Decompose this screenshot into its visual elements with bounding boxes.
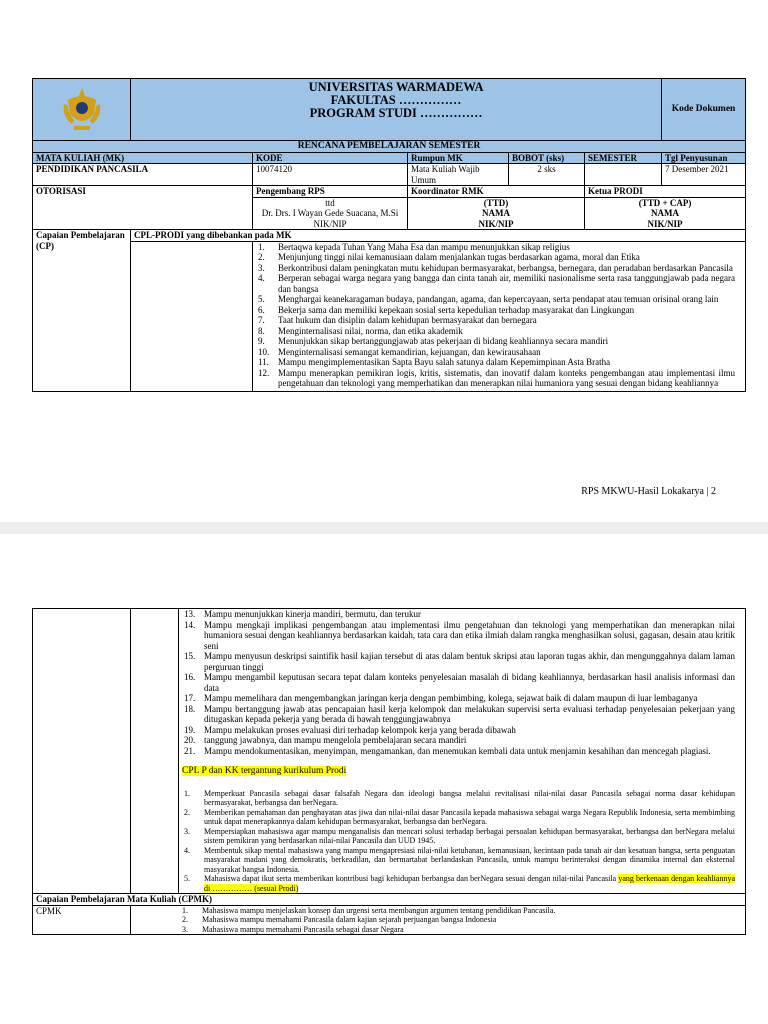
list-item: 15. Mampu menyusun deskripsi saintifik hasil kajian tersebut di atas dalam bentuk skripsi atau laporan tugas akhir, dan mengunggahnya dalam laman perguruan tinggi	[184, 651, 735, 672]
university-logo-icon	[60, 84, 104, 134]
cpmk-label: CPMK	[33, 905, 131, 935]
bobot-value: 2 sks	[509, 164, 585, 186]
doc-code-label: Kode Dokumen	[662, 79, 746, 141]
pengembang-ttd: ttd	[325, 197, 335, 208]
cp-label: Capaian Pembelajaran (CP)	[33, 230, 131, 392]
list-item: 4. Membentuk sikap mental mahasiswa yang mampu mengapresiasi nilai-nilai ketuhanan, kemanusiaan, kecintaan pada tanah air dan kesatuan bangsa, serta penguatan masyarakat madani yang demokratis, berkeadilan, dan bermartabat berlandaskan Pancasila, untuk mampu berinteraksi dengan dinamika internal dan eksternal masyarakat bangsa Indonesia.	[184, 845, 735, 874]
cplp-item5-highlight: yang berkenaan dengan keahliannya di …………… (sesuai Prodi)	[204, 874, 736, 893]
otorisasi-label: OTORISASI	[33, 186, 253, 230]
cpl-list-page1	[256, 242, 735, 389]
list-item: 16. Mampu mengambil keputusan secara tepat dalam konteks penyelesaian masalah di bidang keahliannya, berdasarkan hasil analisis informasi dan data	[184, 672, 735, 693]
cplp-list	[182, 789, 735, 875]
page-footer: RPS MKWU-Hasil Lokakarya | 2	[581, 486, 716, 497]
ketua-ttd: (TTD + CAP)	[638, 197, 692, 208]
list-item: 2. Mahasiswa mampu memahami Pancasila dalam kajian sejarah perjuangan bangsa Indonesia	[182, 915, 497, 924]
list-item: 17. Mampu memelihara dan mengembangkan jaringan kerja dengan pembimbing, kolega, sejawat baik di dalam maupun di luar lembaganya	[184, 693, 698, 703]
list-item: 1. Mahasiswa mampu menjelaskan konsep dan urgensi serta membangun argumen tentang pendidikan Pancasila.	[182, 905, 556, 915]
tgl-label: Tgl Penyusunan	[662, 152, 746, 164]
koordinator-signature	[408, 197, 585, 230]
rps-continuation-table	[32, 608, 746, 935]
cplp-list-item5	[182, 874, 735, 893]
cp-indent-cell	[131, 241, 253, 391]
cp-indent-cont	[131, 609, 179, 894]
list-item: 10. Menginternalisasi semangat kemandirian, kejuangan, dan kewirausahaan	[258, 346, 541, 357]
list-item: 2. Menjunjung tinggi nilai kemanusiaan dalam menjalankan tugas berdasarkan agama, moral dan Etika	[258, 252, 640, 262]
list-item: 7. Taat hukum dan disiplin dalam kehidupan bermasyarakat dan bernegara	[258, 315, 537, 325]
pengembang-signature	[253, 197, 408, 230]
list-item: 13. Mampu menunjukkan kinerja mandiri, bermutu, dan terukur	[184, 609, 421, 619]
ketua-name: NAMA	[651, 208, 680, 218]
koordinator-name: NAMA	[482, 208, 510, 218]
cpl-list-cont-cell	[179, 609, 746, 894]
list-item: 3. Mempersiapkan mahasiswa agar mampu menganalisis dan mencari solusi terhadap berbagai persoalan kehidupan bermasyarakat, berbangsa dan berNegara melalui sistem pemikiran yang berdasarkan nilai-nilai Pancasila dan UUD 1945.	[184, 826, 735, 845]
list-item: 18. Mampu bertanggung jawab atas pencapaian hasil kerja kelompok dan melakukan supervisi serta evaluasi terhadap penyelesaian pekerjaan yang ditugaskan kepada pekerja yang berada di bawah tenggungjawabnya	[184, 703, 735, 724]
semester-value	[585, 164, 662, 186]
list-item: 14. Mampu mengkaji implikasi pengembangan atau implementasi ilmu pengetahuan dan teknologi yang memperhatikan dan menerapkan nilai humaniora sesuai dengan keahliannya berdasarkan kaidah, tata cara dan etika ilmiah dalam rangka menghasilkan solusi, gagasan, desain atau kritik seni	[184, 619, 735, 651]
list-item: 12. Mampu menerapkan pemikiran logis, kritis, sistematis, dan inovatif dalam konteks pengembangan atau implementasi ilmu pengetahuan dan teknologi yang memperhatikan dan menerapkan nilai humaniora yang sesuai dengan bidang keahliannya	[258, 367, 736, 388]
list-item: 11. Mampu mengimplementasikan Sapta Bayu salah satunya dalam Kepemimpinan Asta Bratha	[258, 357, 611, 367]
document-page-2	[0, 534, 768, 1024]
cpmk-heading: Capaian Pembelajaran Mata Kuliah (CPMK)	[33, 894, 746, 906]
cpmk-list-cell	[131, 905, 746, 935]
kode-value: 10074120	[253, 164, 408, 186]
university-heading	[131, 79, 662, 141]
faculty-name: FAKULTAS ……………	[330, 93, 462, 107]
university-name: UNIVERSITAS WARMADEWA	[308, 80, 484, 94]
list-item: 20. tanggung jawabnya, dan mampu mengelola pembelajaran secara mandiri	[184, 735, 467, 745]
list-item: 1. Bertaqwa kepada Tuhan Yang Maha Esa dan mampu menunjukkan sikap religius	[258, 241, 570, 252]
cpmk-list	[134, 906, 742, 935]
pengembang-name: Dr. Drs. I Wayan Gede Suacana, M.Si	[261, 208, 399, 218]
program-name: PROGRAM STUDI ……………	[309, 106, 483, 120]
list-item: 6. Bekerja sama dan memiliki kepekaan sosial serta kepedulian terhadap masyarakat dan Lingkungan	[258, 304, 635, 315]
koordinator-label: Koordinator RMK	[408, 186, 585, 198]
cpl-list-page2	[182, 609, 735, 756]
tgl-value: 7 Desember 2021	[662, 164, 746, 186]
logo-cell	[33, 79, 131, 141]
bobot-label: BOBOT (sks)	[509, 152, 585, 164]
list-item: 1. Memperkuat Pancasila sebagai dasar falsafah Negara dan ideologi bangsa melalui revitalisasi nilai-nilai dasar Pancasila sebagai norma dasar kehidupan bermasyarakat, berbangsa dan berNegara.	[184, 788, 735, 807]
mk-value: PENDIDIKAN PANCASILA	[33, 164, 253, 186]
rumpun-label: Rumpun MK	[408, 152, 509, 164]
list-item: 2. Memberikan pemahaman dan penghayatan atas jiwa dan nilai-nilai dasar Pancasila kepada mahasiswa sebagai warga Negara Republik Indonesia, serta membimbing untuk dapat menerapkannya dalam kehidupan bermasyarakat, berbangsa dan berNegara.	[184, 807, 735, 826]
cplp-heading: CPL P dan KK tergantung kurikulum Prodi	[182, 766, 347, 776]
cplp-heading-wrap	[182, 766, 735, 777]
list-item: 5. Menghargai keanekaragaman budaya, pandangan, agama, dan kepercayaan, serta pendapat atau temuan orisinal orang lain	[258, 294, 719, 304]
kode-label: KODE	[253, 152, 408, 164]
list-item: 3. Mahasiswa mampu memahami Pancasila sebagai dasar Negara	[182, 924, 404, 934]
koordinator-ttd: (TTD)	[483, 197, 509, 208]
koordinator-nik: NIK/NIP	[478, 218, 514, 229]
cp-label-cont	[33, 609, 131, 894]
ketua-signature	[585, 197, 746, 230]
list-item: 21. Mampu mendokumentasikan, menyimpan, mengamankan, dan menemukan kembali data untuk menjamin kesahihan dan mencegah plagiasi.	[184, 745, 711, 756]
list-item: 4. Berperan sebagai warga negara yang bangga dan cinta tanah air, memiliki nasionalisme serta rasa tanggungjawab pada negara dan bangsa	[258, 273, 736, 294]
rps-title: RENCANA PEMBELAJARAN SEMESTER	[33, 141, 746, 153]
list-item: 19. Mampu melakukan proses evaluasi diri terhadap kelompok kerja yang berada dibawah	[184, 724, 516, 735]
pengembang-label: Pengembang RPS	[253, 186, 408, 198]
semester-label: SEMESTER	[585, 152, 662, 164]
list-item: 5. Mahasiswa dapat ikut serta memberikan kontribusi bagi kehidupan berbangsa dan berNegara sesuai dengan nilai-nilai Pancasila yang berkenaan dengan keahliannya di …………… (sesuai Prodi)	[184, 874, 736, 893]
list-item: 8. Menginternalisasi nilai, norma, dan etika akademik	[258, 325, 463, 336]
cpl-heading: CPL-PRODI yang dibebankan pada MK	[131, 230, 746, 242]
list-item: 3. Berkontribusi dalam peningkatan mutu kehidupan bermasyarakat, berbangsa, bernegara, dan peradaban berdasarkan Pancasila	[258, 262, 733, 273]
mk-label: MATA KULIAH (MK)	[33, 152, 253, 164]
ketua-nik: NIK/NIP	[647, 218, 683, 229]
pengembang-nik: NIK/NIP	[313, 218, 347, 229]
rumpun-value: Mata Kuliah Wajib Umum	[408, 164, 509, 186]
ketua-label: Ketua PRODI	[585, 186, 746, 198]
cpl-list-cell	[253, 241, 746, 391]
cplp-item5-text: Mahasiswa dapat ikut serta memberikan kontribusi bagi kehidupan berbangsa dan berNegara sesuai dengan nilai-nilai Pancasila	[204, 874, 617, 883]
list-item: 9. Menunjukkan sikap bertanggungjawab atas pekerjaan di bidang keahliannya secara mandiri	[258, 336, 609, 346]
rps-header-table	[32, 78, 746, 392]
